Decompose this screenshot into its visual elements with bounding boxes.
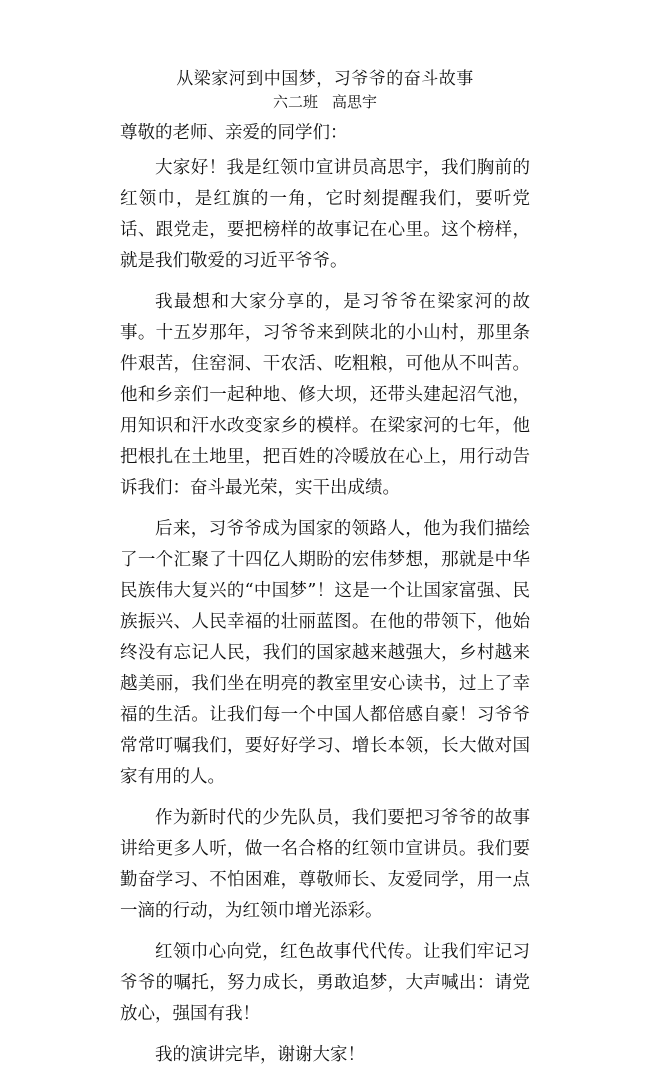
paragraph-chinese-dream: 后来，习爷爷成为国家的领路人，他为我们描绘了一个汇聚了十四亿人期盼的宏伟梦想，那就是中华民族伟大复兴的“中国梦”！这是一个让国家富强、民族振兴、人民幸福的壮丽蓝图。在他的带领下，他始终没有忘记人民，我们的国家越来越强大，乡村越来越美丽，我们坐在明亮的教室里安心读书，过上了幸福的生活。让我们每一个中国人都倍感自豪！习爷爷常常叮嘱我们，要好好学习、增长本领，长大做对国家有用的人。 — [120, 519, 530, 787]
class-name: 六二班 — [272, 93, 318, 111]
paragraph-young-pioneers: 作为新时代的少先队员，我们要把习爷爷的故事讲给更多人听，做一名合格的红领巾宣讲员。我们要勤奋学习、不怕困难，尊敬师长、友爱同学，用一点一滴的行动，为红领巾增光添彩。 — [120, 808, 530, 921]
paragraph-closing: 我的演讲完毕，谢谢大家！ — [155, 1045, 365, 1065]
speech-body — [120, 118, 530, 1071]
paragraph-pledge: 红领巾心向党，红色故事代代传。让我们牢记习爷爷的嘱托，努力成长，勇敢追梦，大声喊出：请党放心，强国有我！ — [120, 942, 530, 1024]
author-name: 高思宇 — [332, 93, 378, 111]
paragraph-intro: 大家好！我是红领巾宣讲员高思宇，我们胸前的红领巾，是红旗的一角，它时刻提醒我们，要听党话、跟党走，要把榜样的故事记在心里。这个榜样，就是我们敬爱的习近平爷爷。 — [120, 158, 530, 271]
paragraph-liangjiahe: 我最想和大家分享的，是习爷爷在梁家河的故事。十五岁那年，习爷爷来到陕北的小山村，那里条件艰苦，住窑洞、干农活、吃粗粮，可他从不叫苦。他和乡亲们一起种地、修大坝，还带头建起沼气池，用知识和汗水改变家乡的模样。在梁家河的七年，他把根扎在土地里，把百姓的冷暖放在心上，用行动告诉我们：奋斗最光荣，实干出成绩。 — [120, 292, 530, 498]
byline — [0, 91, 650, 112]
speech-title: 从梁家河到中国梦，习爷爷的奋斗故事 — [176, 69, 474, 89]
greeting: 尊敬的老师、亲爱的同学们： — [120, 123, 348, 143]
